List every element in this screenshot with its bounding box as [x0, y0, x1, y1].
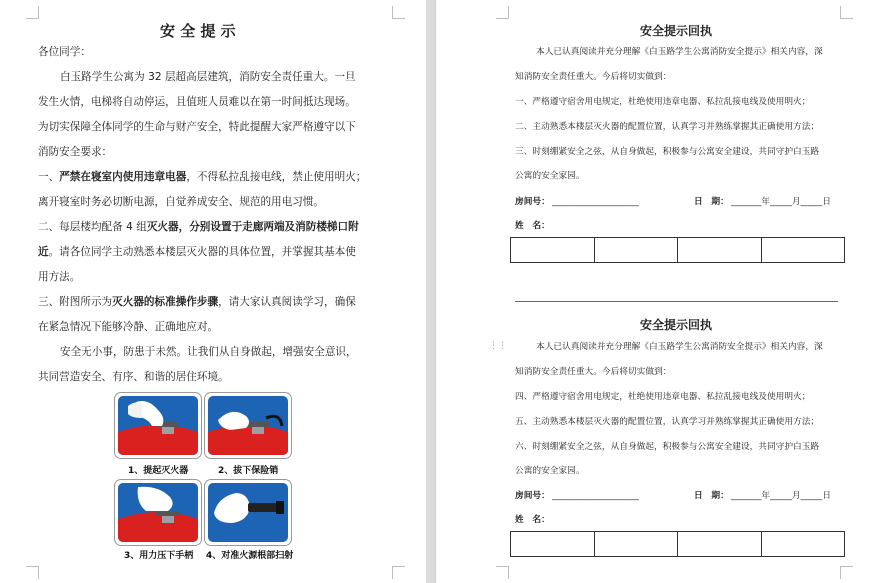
- step1-background: [118, 396, 198, 455]
- para1-line: 发生火情，电梯将自动停运，且值班人员难以在第一时间抵达现场。: [38, 96, 356, 108]
- item1-line: [38, 170, 366, 184]
- step1-caption: 1、提起灭火器: [128, 466, 189, 476]
- receipt2-item: 四、严格遵守宿舍用电规定，杜绝使用违章电器、私拉乱接电线及使用明火；: [515, 392, 811, 402]
- item2-line: [38, 220, 359, 234]
- name-cell[interactable]: [677, 532, 761, 556]
- receipt2-room-label: 房间号：: [515, 491, 550, 501]
- crop-mark: [26, 6, 39, 19]
- para1-line: 为切实保障全体同学的生命与财产安全，特此提醒大家严格遵守以下: [38, 121, 356, 133]
- crop-mark: [840, 566, 853, 579]
- drag-handle-icon[interactable]: ⋮⋮: [489, 341, 507, 351]
- closing-line: 安全无小事，防患于未然。让我们从自身做起，增强安全意识，: [60, 346, 357, 358]
- item2-bold3: 近: [38, 246, 49, 258]
- receipt1-item: 三、时刻绷紧安全之弦，从自身做起，积极参与公寓安全建设，共同守护白玉路: [515, 147, 820, 157]
- item2-rest: 。请各位同学主动熟悉本楼层灭火器的具体位置，并掌握其基本使: [48, 246, 356, 258]
- name-cell[interactable]: [761, 238, 845, 262]
- doc-title: 安 全 提 示: [160, 22, 236, 40]
- receipt1-item: 公寓的安全家园。: [515, 171, 585, 181]
- lift-extinguisher-icon: [118, 396, 198, 455]
- step3-caption: 3、用力压下手柄: [124, 551, 194, 561]
- item2-prefix: 二、每层楼均配备 4 组: [38, 221, 147, 233]
- receipt1-date-field[interactable]: _______年_____月_____日: [731, 197, 831, 207]
- item3-prefix: 三、附图所示为: [38, 296, 113, 308]
- para1-line: 消防安全要求：: [38, 146, 113, 158]
- receipt1-name-table: [510, 237, 845, 263]
- name-cell[interactable]: [761, 532, 845, 556]
- receipt1-intro: 本人已认真阅读并充分理解《白玉路学生公寓消防安全提示》相关内容，深: [536, 47, 823, 57]
- crop-mark: [496, 566, 509, 579]
- item1-line2: 离开寝室时务必切断电源，自觉养成安全、规范的用电习惯。: [38, 196, 325, 208]
- item2-line2: [38, 245, 356, 259]
- name-cell[interactable]: [511, 532, 594, 556]
- aim-spray-icon: [208, 483, 288, 542]
- crop-mark: [392, 566, 405, 579]
- pull-pin-icon: [208, 396, 288, 455]
- left-page: [0, 0, 426, 583]
- receipt2-name-table: [510, 531, 845, 557]
- step4-caption: 4、对准火源根部扫射: [206, 551, 294, 561]
- item3-line: [38, 295, 356, 309]
- receipt1-item: 二、主动熟悉本楼层灭火器的配置位置，认真学习并熟练掌握其正确使用方法；: [515, 122, 820, 132]
- receipt1-room-label: 房间号：: [515, 197, 550, 207]
- item1-bold: 严禁在寝室内使用违章电器: [59, 171, 187, 183]
- receipt2-item: 六、时刻绷紧安全之弦，从自身做起，积极参与公寓安全建设，共同守护白玉路: [515, 442, 820, 452]
- item2-bold1: 灭火器: [146, 221, 179, 233]
- receipt1-intro: 知消防安全责任重大。今后将切实做到：: [515, 72, 672, 82]
- receipt2-date-field[interactable]: _______年_____月_____日: [731, 491, 831, 501]
- receipt1-date-label: 日 期：: [694, 197, 729, 207]
- item3-line2: 在紧急情况下能够冷静、正确地应对。: [38, 321, 219, 333]
- press-handle-icon: [118, 483, 198, 542]
- name-cell[interactable]: [677, 238, 761, 262]
- receipt1-name-label: 姓 名：: [515, 221, 550, 231]
- step3-background: [118, 483, 198, 542]
- crop-mark: [840, 6, 853, 19]
- receipt2-item: 公寓的安全家园。: [515, 466, 585, 476]
- receipt1-item: 一、严格遵守宿舍用电规定，杜绝使用违章电器、私拉乱接电线及使用明火；: [515, 97, 811, 107]
- receipt1-title: 安全提示回执: [640, 24, 713, 38]
- item3-bold: 灭火器的标准操作步骤: [112, 296, 219, 308]
- closing-line: 共同营造安全、有序、和谐的居住环境。: [38, 371, 229, 383]
- step3-illustration: [114, 479, 202, 546]
- item1-prefix: 一、: [38, 171, 60, 183]
- step4-background: [208, 483, 288, 542]
- step2-illustration: [204, 392, 292, 459]
- receipt2-room-field[interactable]: ____________________: [552, 491, 639, 501]
- receipt2-name-label: 姓 名：: [515, 515, 550, 525]
- receipt2-item: 五、主动熟悉本楼层灭火器的配置位置，认真学习并熟练掌握其正确使用方法；: [515, 417, 820, 427]
- step4-illustration: [204, 479, 292, 546]
- receipt2-date-label: 日 期：: [694, 491, 729, 501]
- greeting: 各位同学：: [38, 46, 91, 58]
- item1-rest: ，不得私拉乱接电线，禁止使用明火；: [186, 171, 367, 183]
- receipt2-intro: 本人已认真阅读并充分理解《白玉路学生公寓消防安全提示》相关内容，深: [536, 342, 823, 352]
- item2-line3: 用方法。: [38, 271, 81, 283]
- item3-rest: ，请大家认真阅读学习，确保: [218, 296, 356, 308]
- crop-mark: [392, 6, 405, 19]
- receipt2-title: 安全提示回执: [640, 318, 713, 332]
- cut-line: [515, 301, 838, 302]
- step2-background: [208, 396, 288, 455]
- step2-caption: 2、拔下保险销: [218, 466, 279, 476]
- receipt2-intro: 知消防安全责任重大。今后将切实做到：: [515, 367, 672, 377]
- name-cell[interactable]: [594, 238, 678, 262]
- item2-bold2: ，分别设置于走廊两端及消防楼梯口附: [178, 221, 359, 233]
- para1-line: 白玉路学生公寓为 32 层超高层建筑，消防安全责任重大。一旦: [60, 71, 356, 83]
- page-gap: [426, 0, 436, 583]
- crop-mark: [496, 6, 509, 19]
- receipt1-room-field[interactable]: ____________________: [552, 197, 639, 207]
- crop-mark: [26, 566, 39, 579]
- name-cell[interactable]: [511, 238, 594, 262]
- step1-illustration: [114, 392, 202, 459]
- name-cell[interactable]: [594, 532, 678, 556]
